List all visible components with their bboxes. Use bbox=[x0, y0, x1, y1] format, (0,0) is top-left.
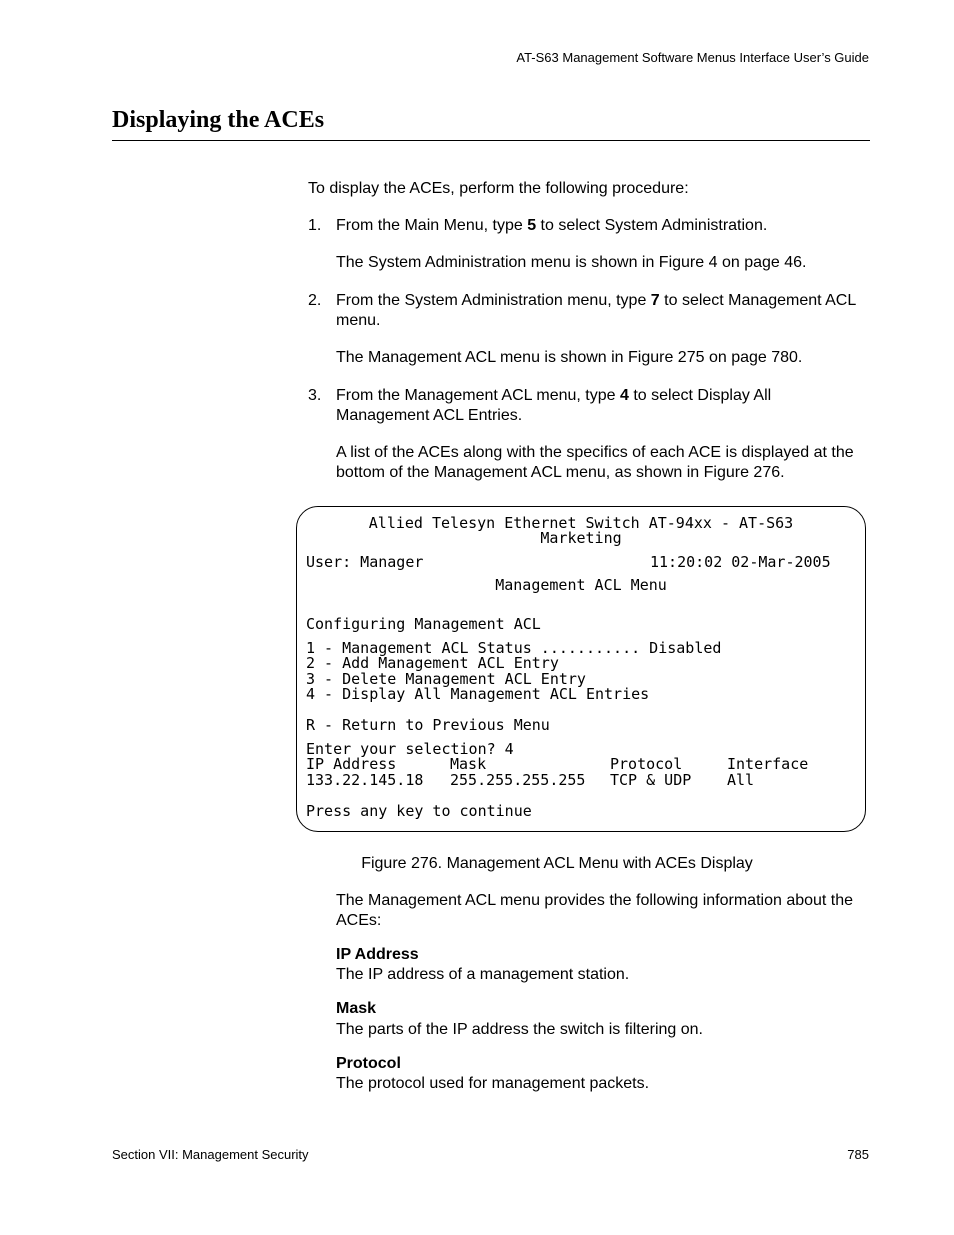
screen-table-cell: All bbox=[727, 771, 755, 789]
title-rule bbox=[112, 140, 870, 141]
terminal-screen-figure bbox=[296, 506, 866, 832]
screen-return-option: R - Return to Previous Menu bbox=[306, 716, 550, 734]
definition-description: The protocol used for management packets. bbox=[336, 1075, 650, 1092]
definition-description: The IP address of a management station. bbox=[336, 966, 630, 983]
screen-subtitle: Marketing bbox=[540, 529, 622, 547]
section-title: Displaying the ACEs bbox=[112, 107, 325, 133]
definition-term: Mask bbox=[336, 1000, 377, 1017]
screen-table-cell: 133.22.145.18 bbox=[306, 771, 424, 789]
screen-table-cell: 255.255.255.255 bbox=[450, 771, 586, 789]
intro-paragraph: To display the ACEs, perform the following procedure: bbox=[308, 180, 689, 197]
screen-table-header: Mask bbox=[450, 755, 487, 773]
step-note: The Management ACL menu is shown in Figure 275 on page 780. bbox=[336, 349, 803, 366]
step-text: From the Main Menu, type 5 to select System Administration. bbox=[336, 217, 768, 234]
step-text: From the Management ACL menu, type 4 to select Display All Management ACL Entries. bbox=[336, 387, 772, 424]
screen-table-header: Interface bbox=[727, 755, 809, 773]
definition-term: Protocol bbox=[336, 1055, 401, 1072]
screen-table-header: Protocol bbox=[610, 755, 683, 773]
screen-menu-option: 1 - Management ACL Status ........... Disabled bbox=[306, 639, 722, 657]
definition-description: The parts of the IP address the switch is filtering on. bbox=[336, 1021, 703, 1038]
after-figure-paragraph: The Management ACL menu provides the following information about the ACEs: bbox=[336, 892, 854, 929]
step-key: 4 bbox=[620, 387, 629, 404]
running-header: AT-S63 Management Software Menus Interface User’s Guide bbox=[516, 50, 869, 65]
footer-section: Section VII: Management Security bbox=[112, 1147, 309, 1162]
step-text: From the System Administration menu, type 7 to select Management ACL menu. bbox=[336, 292, 856, 329]
screen-menu-option: 2 - Add Management ACL Entry bbox=[306, 654, 559, 672]
step-key: 7 bbox=[650, 292, 660, 309]
screen-configuring: Configuring Management ACL bbox=[306, 615, 541, 633]
screen-user: User: Manager bbox=[306, 553, 424, 571]
step-number: 1. bbox=[308, 217, 322, 234]
screen-menu-option: 4 - Display All Management ACL Entries bbox=[306, 685, 650, 703]
page-number: 785 bbox=[847, 1147, 869, 1162]
step-key: 5 bbox=[527, 217, 537, 234]
step-note: The System Administration menu is shown in Figure 4 on page 46. bbox=[336, 254, 807, 271]
step-note: A list of the ACEs along with the specifics of each ACE is displayed at the bottom of the Management ACL menu, as shown in Figure 276. bbox=[336, 444, 854, 481]
screen-banner: Allied Telesyn Ethernet Switch AT-94xx - AT-S63 bbox=[368, 514, 794, 532]
definition-term: IP Address bbox=[336, 946, 419, 963]
screen-continue-prompt: Press any key to continue bbox=[306, 802, 532, 820]
screen-datetime: 11:20:02 02-Mar-2005 bbox=[650, 553, 831, 571]
screen-menu-title: Management ACL Menu bbox=[495, 576, 667, 594]
step-number: 3. bbox=[308, 387, 322, 404]
screen-table-header: IP Address bbox=[306, 755, 397, 773]
screen-prompt: Enter your selection? 4 bbox=[306, 740, 514, 758]
screen-table-cell: TCP & UDP bbox=[610, 771, 692, 789]
figure-caption: Figure 276. Management ACL Menu with ACEs Display bbox=[361, 855, 753, 872]
step-number: 2. bbox=[308, 292, 322, 309]
screen-menu-option: 3 - Delete Management ACL Entry bbox=[306, 670, 586, 688]
